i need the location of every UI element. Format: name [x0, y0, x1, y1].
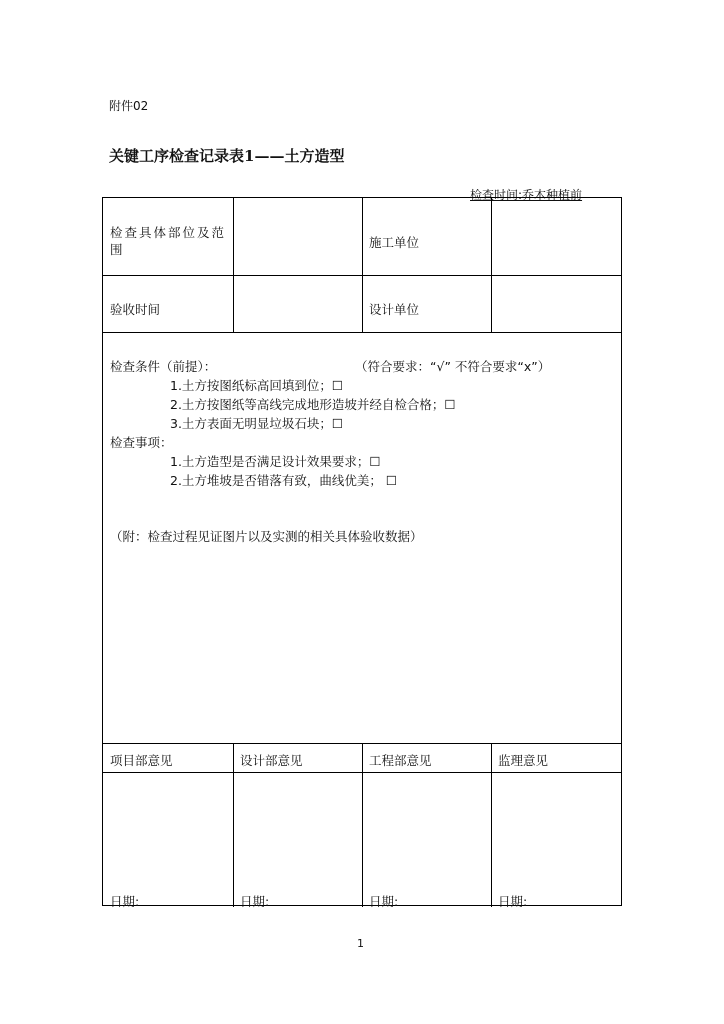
engineering-dept-date[interactable]: 日期:	[369, 894, 399, 909]
condition-item[interactable]: 3.土方表面无明显垃圾石块；☐	[170, 416, 344, 431]
design-unit-label: 设计单位	[369, 302, 420, 317]
engineering-dept-opinion-label: 工程部意见	[369, 753, 432, 768]
column-divider	[233, 743, 234, 907]
column-divider	[233, 198, 234, 332]
condition-item[interactable]: 2.土方按图纸等高线完成地形造坡并经自检合格；☐	[170, 397, 456, 412]
design-unit-field[interactable]	[497, 288, 615, 324]
construction-unit-field[interactable]	[497, 218, 615, 258]
project-dept-opinion-label: 项目部意见	[110, 753, 173, 768]
acceptance-time-field[interactable]	[239, 288, 357, 324]
design-dept-date[interactable]: 日期:	[240, 894, 270, 909]
items-label: 检查事项：	[110, 435, 173, 450]
inspection-scope-field[interactable]	[239, 218, 357, 258]
legend-text: （符合要求：“√” 不符合要求“x”）	[355, 359, 551, 374]
inspection-form-table	[102, 197, 622, 909]
row-divider	[103, 332, 621, 333]
check-item[interactable]: 1.土方造型是否满足设计效果要求；☐	[170, 454, 381, 469]
column-divider	[362, 198, 363, 332]
attachment-note: （附：检查过程见证图片以及实测的相关具体验收数据）	[110, 529, 423, 544]
construction-unit-label: 施工单位	[369, 235, 420, 250]
column-divider	[491, 743, 492, 907]
column-divider	[491, 198, 492, 332]
inspection-scope-label: 检查具体部位及范围	[110, 225, 227, 257]
acceptance-time-label: 验收时间	[110, 302, 161, 317]
check-item[interactable]: 2.土方堆坡是否错落有致，曲线优美； ☐	[170, 473, 398, 488]
project-dept-date[interactable]: 日期:	[110, 894, 140, 909]
column-divider	[362, 743, 363, 907]
design-dept-opinion-label: 设计部意见	[240, 753, 303, 768]
supervision-date[interactable]: 日期:	[498, 894, 528, 909]
conditions-label: 检查条件（前提）：	[110, 359, 217, 374]
page-number: 1	[357, 937, 364, 950]
supervision-opinion-label: 监理意见	[498, 753, 549, 768]
condition-item[interactable]: 1.土方按图纸标高回填到位；☐	[170, 378, 344, 393]
check-time: 检查时间:乔木种植前	[470, 188, 583, 202]
document-title: 关键工序检查记录表1——土方造型	[109, 147, 345, 165]
attachment-label: 附件02	[109, 99, 149, 113]
